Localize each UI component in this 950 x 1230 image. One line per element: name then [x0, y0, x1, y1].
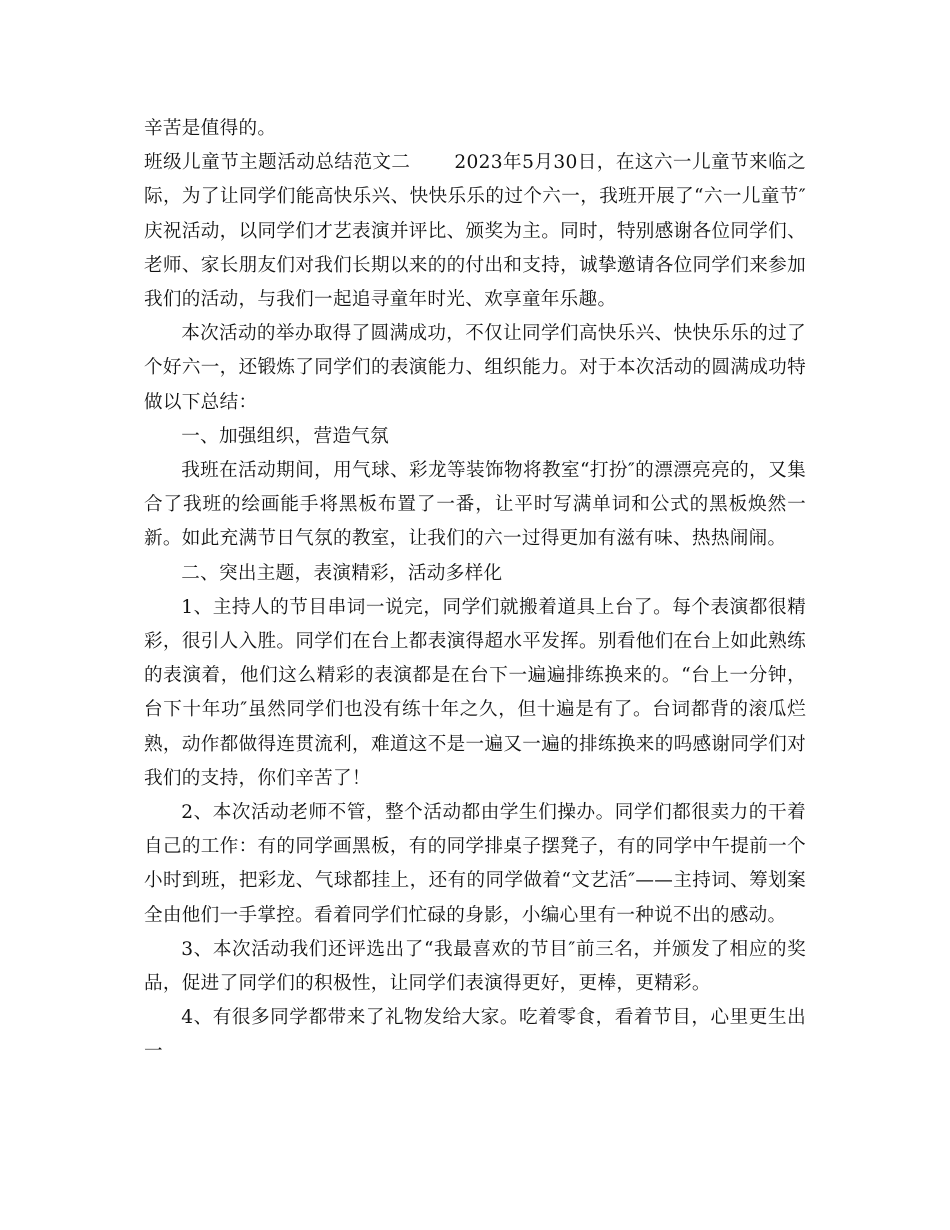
- article-title: 班级儿童节主题活动总结范文二: [144, 152, 411, 174]
- section-title-paragraph: [144, 146, 806, 317]
- paragraph-item-3: 3、本次活动我们还评选出了“我最喜欢的节目″前三名，并颁发了相应的奖品，促进了同学们的积极性，让同学们表演得更好，更棒，更精彩。: [144, 938, 806, 995]
- intro-paragraph-text: 2023年5月30日，在这六一儿童节来临之际，为了让同学们能高快乐兴、快快乐乐的过个六一，我班开展了“六一儿童节″庆祝活动，以同学们才艺表演并评比、颁奖为主。同时，特别感谢各位同学们、老师、家长朋友们对我们长期以来的的付出和支持，诚挚邀请各位同学们来参加我们的活动，与我们一起追寻童年时光、欢享童年乐趣。: [144, 152, 806, 311]
- document-body: [144, 112, 806, 1070]
- heading-organization: 一、加强组织，营造气氛: [181, 425, 390, 447]
- paragraph-item-2: 2、本次活动老师不管，整个活动都由学生们操办。同学们都很卖力的干着自己的工作：有的同学画黑板，有的同学排桌子摆凳子，有的同学中午提前一个小时到班，把彩龙、气球都挂上，还有的同学做着“文艺活″——主持词、筹划案全由他们一手掌控。看着同学们忙碌的身影，小编心里有一种说不出的感动。: [144, 802, 806, 926]
- paragraph-item-4: 4、有很多同学都带来了礼物发给大家。吃着零食，看着节目，心里更生出一: [144, 1007, 806, 1063]
- paragraph-decoration: 我班在活动期间，用气球、彩龙等装饰物将教室“打扮″的漂漂亮亮的，又集合了我班的绘画能手将黑板布置了一番，让平时写满单词和公式的黑板焕然一新。如此充满节日气氛的教室，让我们的六一过得更加有滋有味、热热闹闹。: [144, 460, 806, 550]
- paragraph-summary: 本次活动的举办取得了圆满成功，不仅让同学们高快乐兴、快快乐乐的过了个好六一，还锻炼了同学们的表演能力、组织能力。对于本次活动的圆满成功特做以下总结：: [144, 323, 806, 413]
- heading-theme: 二、突出主题，表演精彩，活动多样化: [181, 562, 503, 584]
- paragraph-continuation: 辛苦是值得的。: [144, 118, 277, 139]
- paragraph-item-1: 1、主持人的节目串词一说完，同学们就搬着道具上台了。每个表演都很精彩，很引人入胜。同学们在台上都表演得超水平发挥。别看他们在台上如此熟练的表演着，他们这么精彩的表演都是在台下一遍遍排练换来的。“台上一分钟，台下十年功″虽然同学们也没有练十年之久，但十遍是有了。台词都背的滚瓜烂熟，动作都做得连贯流利，难道这不是一遍又一遍的排练换来的吗感谢同学们对我们的支持，你们辛苦了！: [144, 596, 806, 789]
